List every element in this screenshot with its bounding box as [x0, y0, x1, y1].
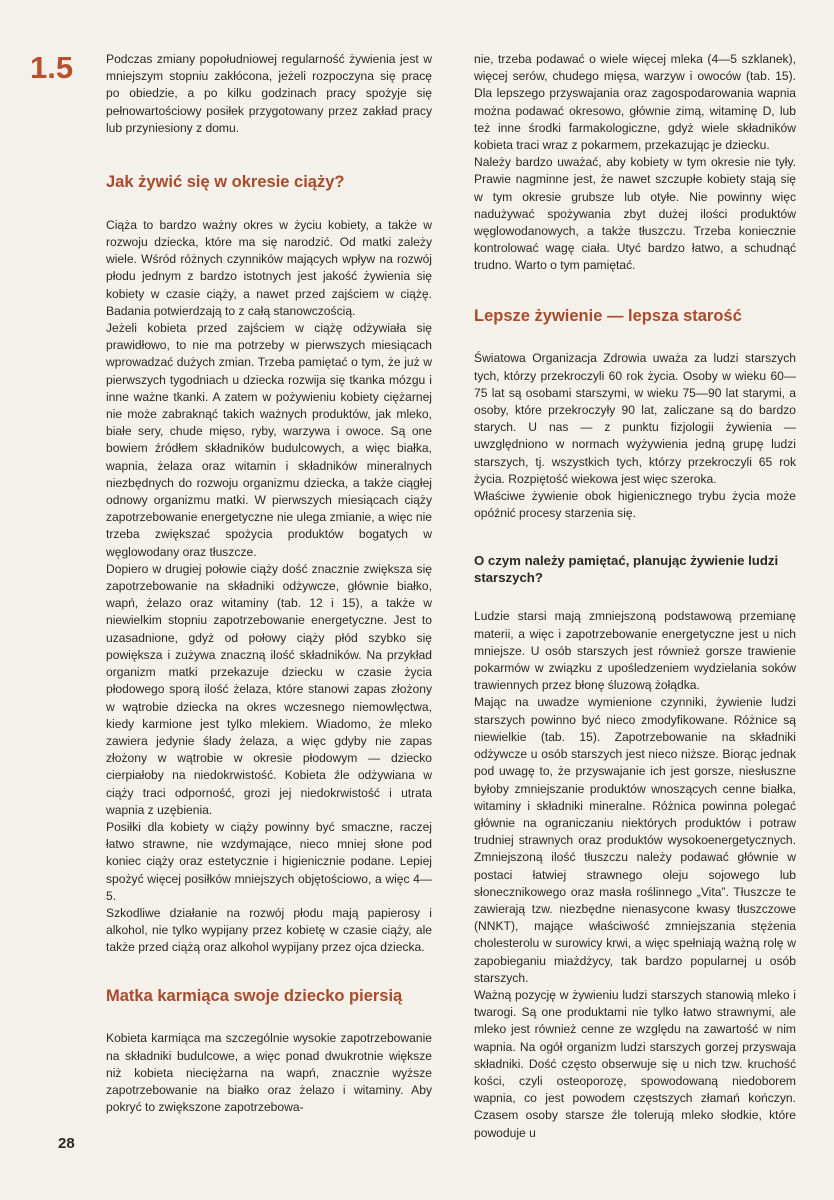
- heading-pregnancy: Jak żywić się w okresie ciąży?: [106, 173, 345, 192]
- intro-paragraph: Podczas zmiany popołudniowej regularność żywienia jest w mniejszym stopniu zakłócona, jeżeli rozpoczyna się pracę po obiedzie, a po kilku godzinach pracy spożyje się pełnowartościowy posiłek przygotowany przez zakład pracy lub przyniesiony z domu.: [106, 52, 432, 135]
- pregnancy-paragraph-2: Jeżeli kobieta przed zajściem w ciążę odżywiała się prawidłowo, to nie ma potrzeby w pierwszych miesiącach wprowadzać dużych zmian. Trzeba pamiętać o tym, że już w pierwszych tygodniach u dziecka rozwija się tkanka mózgu i inne ważne tkanki. A zatem w pożywieniu kobiety ciężarnej nie może zabraknąć takich ważnych produktów, jak mleko, białe sery, chude mięso, ryby, warzywa i owoce. Są one bowiem źródłem składników budulcowych, a więc białka, wapnia, żelaza oraz witamin i składników mineralnych niezbędnych do rozwoju organizmu dziecka, a także ciągłej odnowy organizmu matki. W pierwszych miesiącach ciąży zapotrzebowanie energetyczne nie ulega zmianie, a więc nie trzeba zwiększać spożycia produktów bogatych w węglowodany oraz tłuszcze.: [106, 321, 432, 559]
- pregnancy-paragraph-3: Dopiero w drugiej połowie ciąży dość znacznie zwiększa się zapotrzebowanie na składniki odżywcze, głównie białko, wapń, żelazo oraz witaminy (tab. 12 i 15), a także w niewielkim stopniu zapotrzebowanie energetyczne. Jest to uzasadnione, gdyż od połowy ciąży płód szybko się powiększa i zużywa znaczną ilość składników. Na przykład organizm matki przekazuje dziecku w czasie życia płodowego sporą ilość żelaza, które stanowi zapas złożony w wątrobie dziecka na okres wczesnego niemowlęctwa, kiedy karmione jest tylko mlekiem. Wiadomo, że mleko zawiera jedynie ślady żelaza, a więc gdyby nie zapas złożony w wątrobie w okresie płodowym — dziecko cierpiałoby na niedokrwistość. Kobieta źle odżywiana w ciąży traci odporność, grozi jej niedokrwistość i utrata wapnia z uzębienia.: [106, 561, 432, 817]
- old-age-paragraph-1: Światowa Organizacja Zdrowia uważa za ludzi starszych tych, którzy przekroczyli 60 rok życia. Osoby w wieku 60—75 lat są osobami starszymi, w wieku 75—90 lat starymi, a osoby, które przekroczyły 90 lat, zaliczane są do bardzo starych. U nas — z punktu fizjologii żywienia — uwzględniono w normach wyżywienia jedną grupę ludzi starszych, tj. wszystkich tych, którzy przekroczyli 65 rok życia. Rozpiętość wiekowa jest więc szeroka.: [474, 351, 796, 486]
- pregnancy-paragraph-1: Ciąża to bardzo ważny okres w życiu kobiety, a także w rozwoju dziecka, które ma się narodzić. Od matki zależy wiele. Wśród różnych czynników mających wpływ na rozwój płodu jednym z bardzo istotnych jest jakość żywienia się kobiety w czasie ciąży, a nawet przed zajściem w ciążę. Badania potwierdzają to z całą stanowczością.: [106, 217, 432, 318]
- heading-breastfeeding: Matka karmiąca swoje dziecko piersią: [106, 986, 403, 1005]
- elderly-paragraph-1: Ludzie starsi mają zmniejszoną podstawową przemianę materii, a więc i zapotrzebowanie energetyczne jest u nich mniejsze. U osób starszych jest również gorsze trawienie pokarmów w związku z upośledzeniem wydzielania soków trawiennych przez błonę śluzową żołądka.: [474, 609, 796, 693]
- right-column: [474, 51, 796, 1142]
- left-column: [106, 51, 432, 1116]
- page-number: 28: [58, 1135, 75, 1152]
- heading-old-age: Lepsze żywienie — lepsza starość: [474, 306, 742, 325]
- pregnancy-paragraph-5: Szkodliwe działanie na rozwój płodu mają papierosy i alkohol, nie tylko wypijany przez kobietę w czasie ciąży, ale także przed ciążą oraz alkohol wypijany przez ojca dziecka.: [106, 905, 432, 955]
- continuation-paragraph: nie, trzeba podawać o wiele więcej mleka (4—5 szklanek), więcej serów, chudego mięsa, warzyw i owoców (tab. 15). Dla lepszego przyswajania oraz zagospodarowania wapnia można podawać okresowo, głównie zimą, witaminę D, lub też inne środki farmakologiczne, gdyż wiele składników kobieta traci wraz z pokarmem, przekazując je dziecku.: [474, 52, 796, 153]
- elderly-paragraph-2: Mając na uwadze wymienione czynniki, żywienie ludzi starszych powinno być nieco zmodyfikowane. Różnice są niewielkie (tab. 15). Zapotrzebowanie na składniki odżywcze u osób starszych jest nieco niższe. Biorąc jednak pod uwagę to, że przyswajanie ich jest gorsze, niesłuszne byłoby zmniejszanie produktów wnoszących cenne białka, witaminy i składniki mineralne. Różnica powinna polegać głównie na ograniczaniu niektórych produktów i potraw trudniej strawnych oraz produktów wysokoenergetycznych. Zmniejszoną ilość tłuszczu należy podawać głównie w postaci łatwiej strawnego oleju sojowego lub słonecznikowego oraz masła roślinnego „Vita”. Tłuszcze te zawierają tzw. niezbędne nienasycone kwasy tłuszczowe (NNKT), mające właściwość zmniejszania stężenia cholesterolu w surowicy krwi, a więc spełniają ważną rolę w zapobieganiu miażdżycy, tak bardzo popularnej u osób starszych.: [474, 695, 796, 985]
- elderly-paragraph-3: Ważną pozycję w żywieniu ludzi starszych stanowią mleko i twarogi. Są one produktami nie tylko łatwo strawnymi, ale mleko jest również cenne ze względu na zawartość w nim wapnia. Na ogół organizm ludzi starszych gorzej przyswaja składniki. Dość często obserwuje się u nich tzw. kruchość kości, czyli osteoporozę, spowodowaną niedoborem wapnia, co jest powodem częstszych złamań kończyn. Czasem osoby starsze źle tolerują mleko słodkie, które powoduje u: [474, 987, 796, 1140]
- subheading-elderly: O czym należy pamiętać, planując żywienie ludzi starszych?: [474, 553, 779, 586]
- section-number: 1.5: [30, 50, 74, 85]
- weight-paragraph: Należy bardzo uważać, aby kobiety w tym okresie nie tyły. Prawie nagminne jest, że nawet szczupłe kobiety stają się w tym okresie grubsze lub otyłe. Nie powinny więc nadużywać spożywania zbyt dużej ilości produktów węglowodanowych, a także tłuszczu. Trzeba koniecznie kontrolować wagę ciała. Utyć bardzo łatwo, a schudnąć trudno. Warto o tym pamiętać.: [474, 155, 796, 273]
- old-age-paragraph-2: Właściwe żywienie obok higienicznego trybu życia może opóźnić procesy starzenia się.: [474, 489, 796, 521]
- breastfeeding-paragraph-1: Kobieta karmiąca ma szczególnie wysokie zapotrzebowanie na składniki budulcowe, a więc ponad dwukrotnie większe niż kobieta nieciężarna na wapń, znacznie wyższe zapotrzebowanie na białko oraz żelazo i witaminy. Aby pokryć to zwiększone zapotrzebowa-: [106, 1031, 432, 1115]
- pregnancy-paragraph-4: Posiłki dla kobiety w ciąży powinny być smaczne, raczej łatwo strawne, nie wzdymające, nieco mniej słone pod koniec ciąży oraz estetycznie i higienicznie podane. Lepiej spożyć więcej posiłków mniejszych objętościowo, a więc 4—5.: [106, 819, 432, 903]
